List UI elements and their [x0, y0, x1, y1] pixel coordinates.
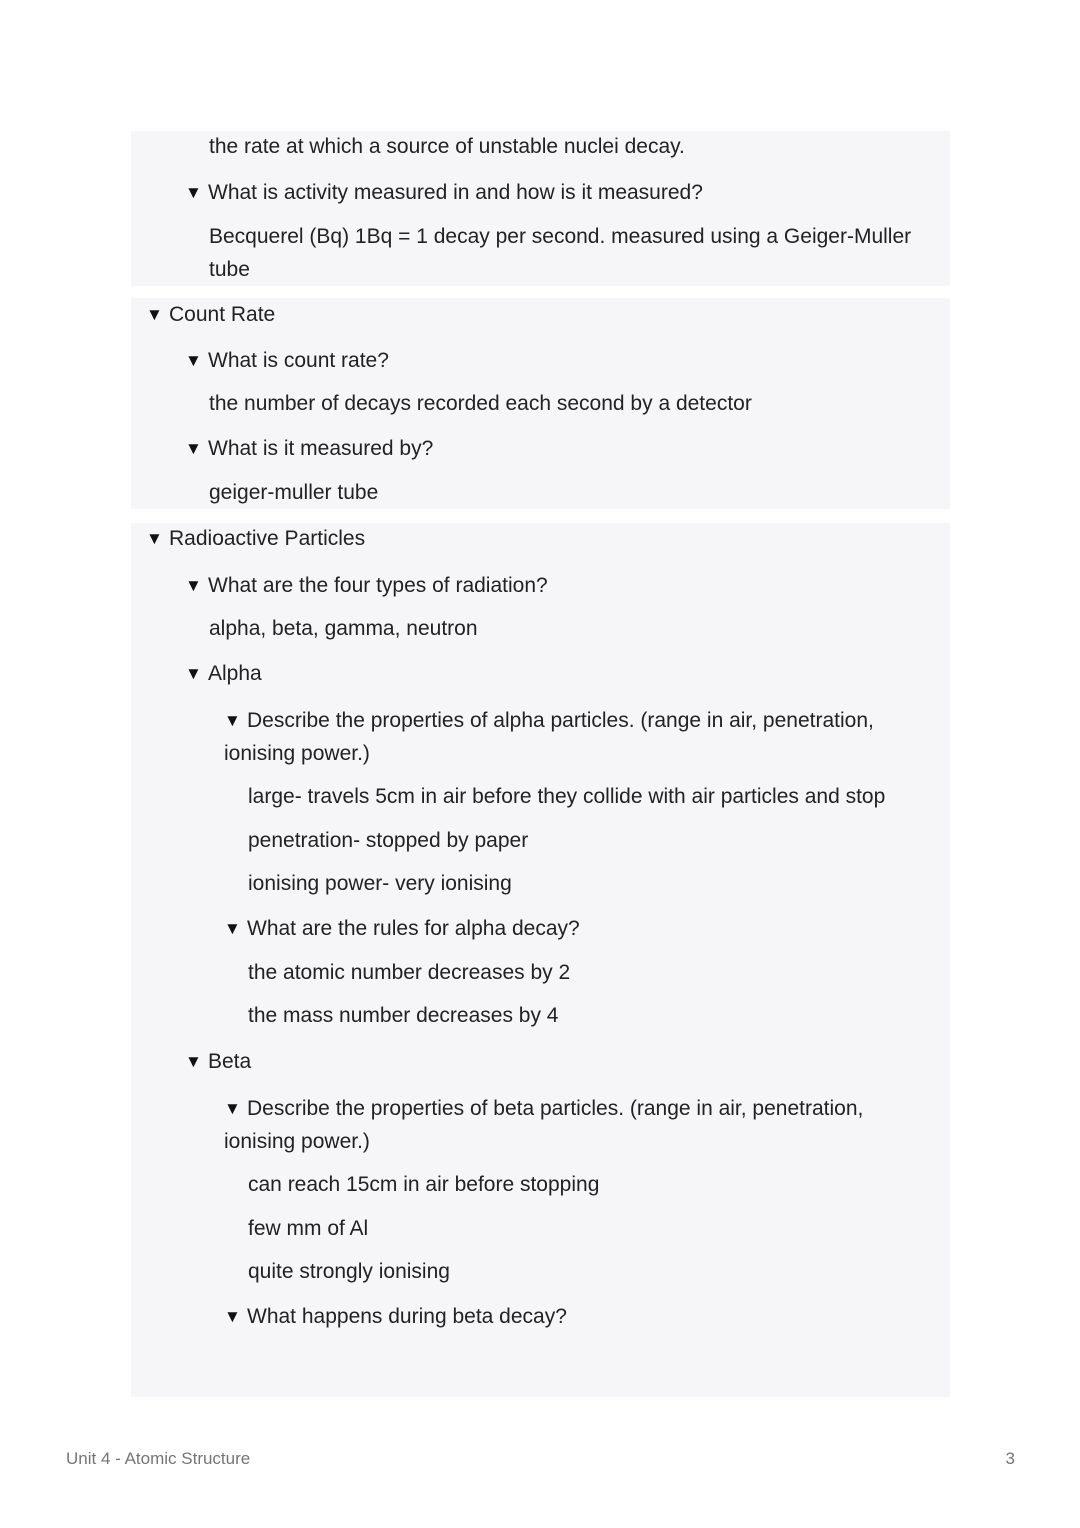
count-rate-q2: What is it measured by?	[208, 437, 434, 460]
page-number: 3	[1005, 1449, 1015, 1468]
triangle-down-icon[interactable]: ▼	[185, 183, 202, 202]
radioactive-particles-heading: Radioactive Particles	[169, 527, 366, 550]
alpha-property-penetration: penetration- stopped by paper	[248, 829, 529, 852]
count-rate-a1: the number of decays recorded each second by a detector	[209, 392, 752, 415]
beta-property-range: can reach 15cm in air before stopping	[248, 1173, 600, 1196]
activity-measure-question: What is activity measured in and how is it measured?	[208, 181, 703, 204]
alpha-rules-question: What are the rules for alpha decay?	[247, 917, 580, 940]
count-rate-q2-toggle[interactable]	[185, 432, 433, 465]
alpha-property-range: large- travels 5cm in air before they collide with air particles and stop	[248, 785, 886, 808]
alpha-heading: Alpha	[208, 662, 262, 685]
radioactive-particles-toggle[interactable]	[146, 522, 365, 555]
radiation-types-toggle[interactable]	[185, 569, 548, 602]
alpha-rules-toggle[interactable]	[224, 912, 580, 945]
radiation-types-answer: alpha, beta, gamma, neutron	[209, 617, 478, 640]
triangle-down-icon[interactable]: ▼	[224, 919, 241, 938]
count-rate-heading: Count Rate	[169, 303, 276, 326]
triangle-down-icon[interactable]: ▼	[185, 664, 202, 683]
triangle-down-icon[interactable]: ▼	[224, 1307, 241, 1326]
count-rate-toggle[interactable]	[146, 298, 275, 331]
beta-properties-toggle[interactable]	[224, 1092, 914, 1158]
alpha-toggle[interactable]	[185, 657, 262, 690]
alpha-rule-atomic-number: the atomic number decreases by 2	[248, 961, 571, 984]
triangle-down-icon[interactable]: ▼	[146, 305, 163, 324]
footer-title: Unit 4 - Atomic Structure	[66, 1449, 251, 1468]
beta-decay-toggle[interactable]	[224, 1300, 567, 1333]
alpha-properties-toggle[interactable]	[224, 704, 924, 770]
beta-property-penetration: few mm of Al	[248, 1217, 369, 1240]
triangle-down-icon[interactable]: ▼	[146, 529, 163, 548]
activity-measure-answer: Becquerel (Bq) 1Bq = 1 decay per second. measured using a Geiger-Muller tube	[209, 225, 912, 281]
triangle-down-icon[interactable]: ▼	[185, 439, 202, 458]
radiation-types-question: What are the four types of radiation?	[208, 574, 548, 597]
triangle-down-icon[interactable]: ▼	[185, 1052, 202, 1071]
beta-property-ionising: quite strongly ionising	[248, 1260, 450, 1283]
alpha-properties-question: Describe the properties of alpha particles. (range in air, penetration, ionising power.)	[224, 709, 874, 765]
triangle-down-icon[interactable]: ▼	[224, 1099, 241, 1118]
triangle-down-icon[interactable]: ▼	[224, 711, 241, 730]
triangle-down-icon[interactable]: ▼	[185, 351, 202, 370]
count-rate-q1-toggle[interactable]	[185, 344, 389, 377]
alpha-property-ionising: ionising power- very ionising	[248, 872, 512, 895]
triangle-down-icon[interactable]: ▼	[185, 576, 202, 595]
count-rate-a2: geiger-muller tube	[209, 481, 379, 504]
activity-definition-answer: the rate at which a source of unstable nuclei decay.	[209, 135, 685, 158]
beta-toggle[interactable]	[185, 1045, 251, 1078]
beta-decay-question: What happens during beta decay?	[247, 1305, 567, 1328]
beta-properties-question: Describe the properties of beta particles. (range in air, penetration, ionising power.)	[224, 1097, 864, 1153]
alpha-rule-mass-number: the mass number decreases by 4	[248, 1004, 559, 1027]
count-rate-q1: What is count rate?	[208, 349, 389, 372]
beta-heading: Beta	[208, 1050, 252, 1073]
activity-measure-toggle[interactable]	[185, 176, 703, 209]
